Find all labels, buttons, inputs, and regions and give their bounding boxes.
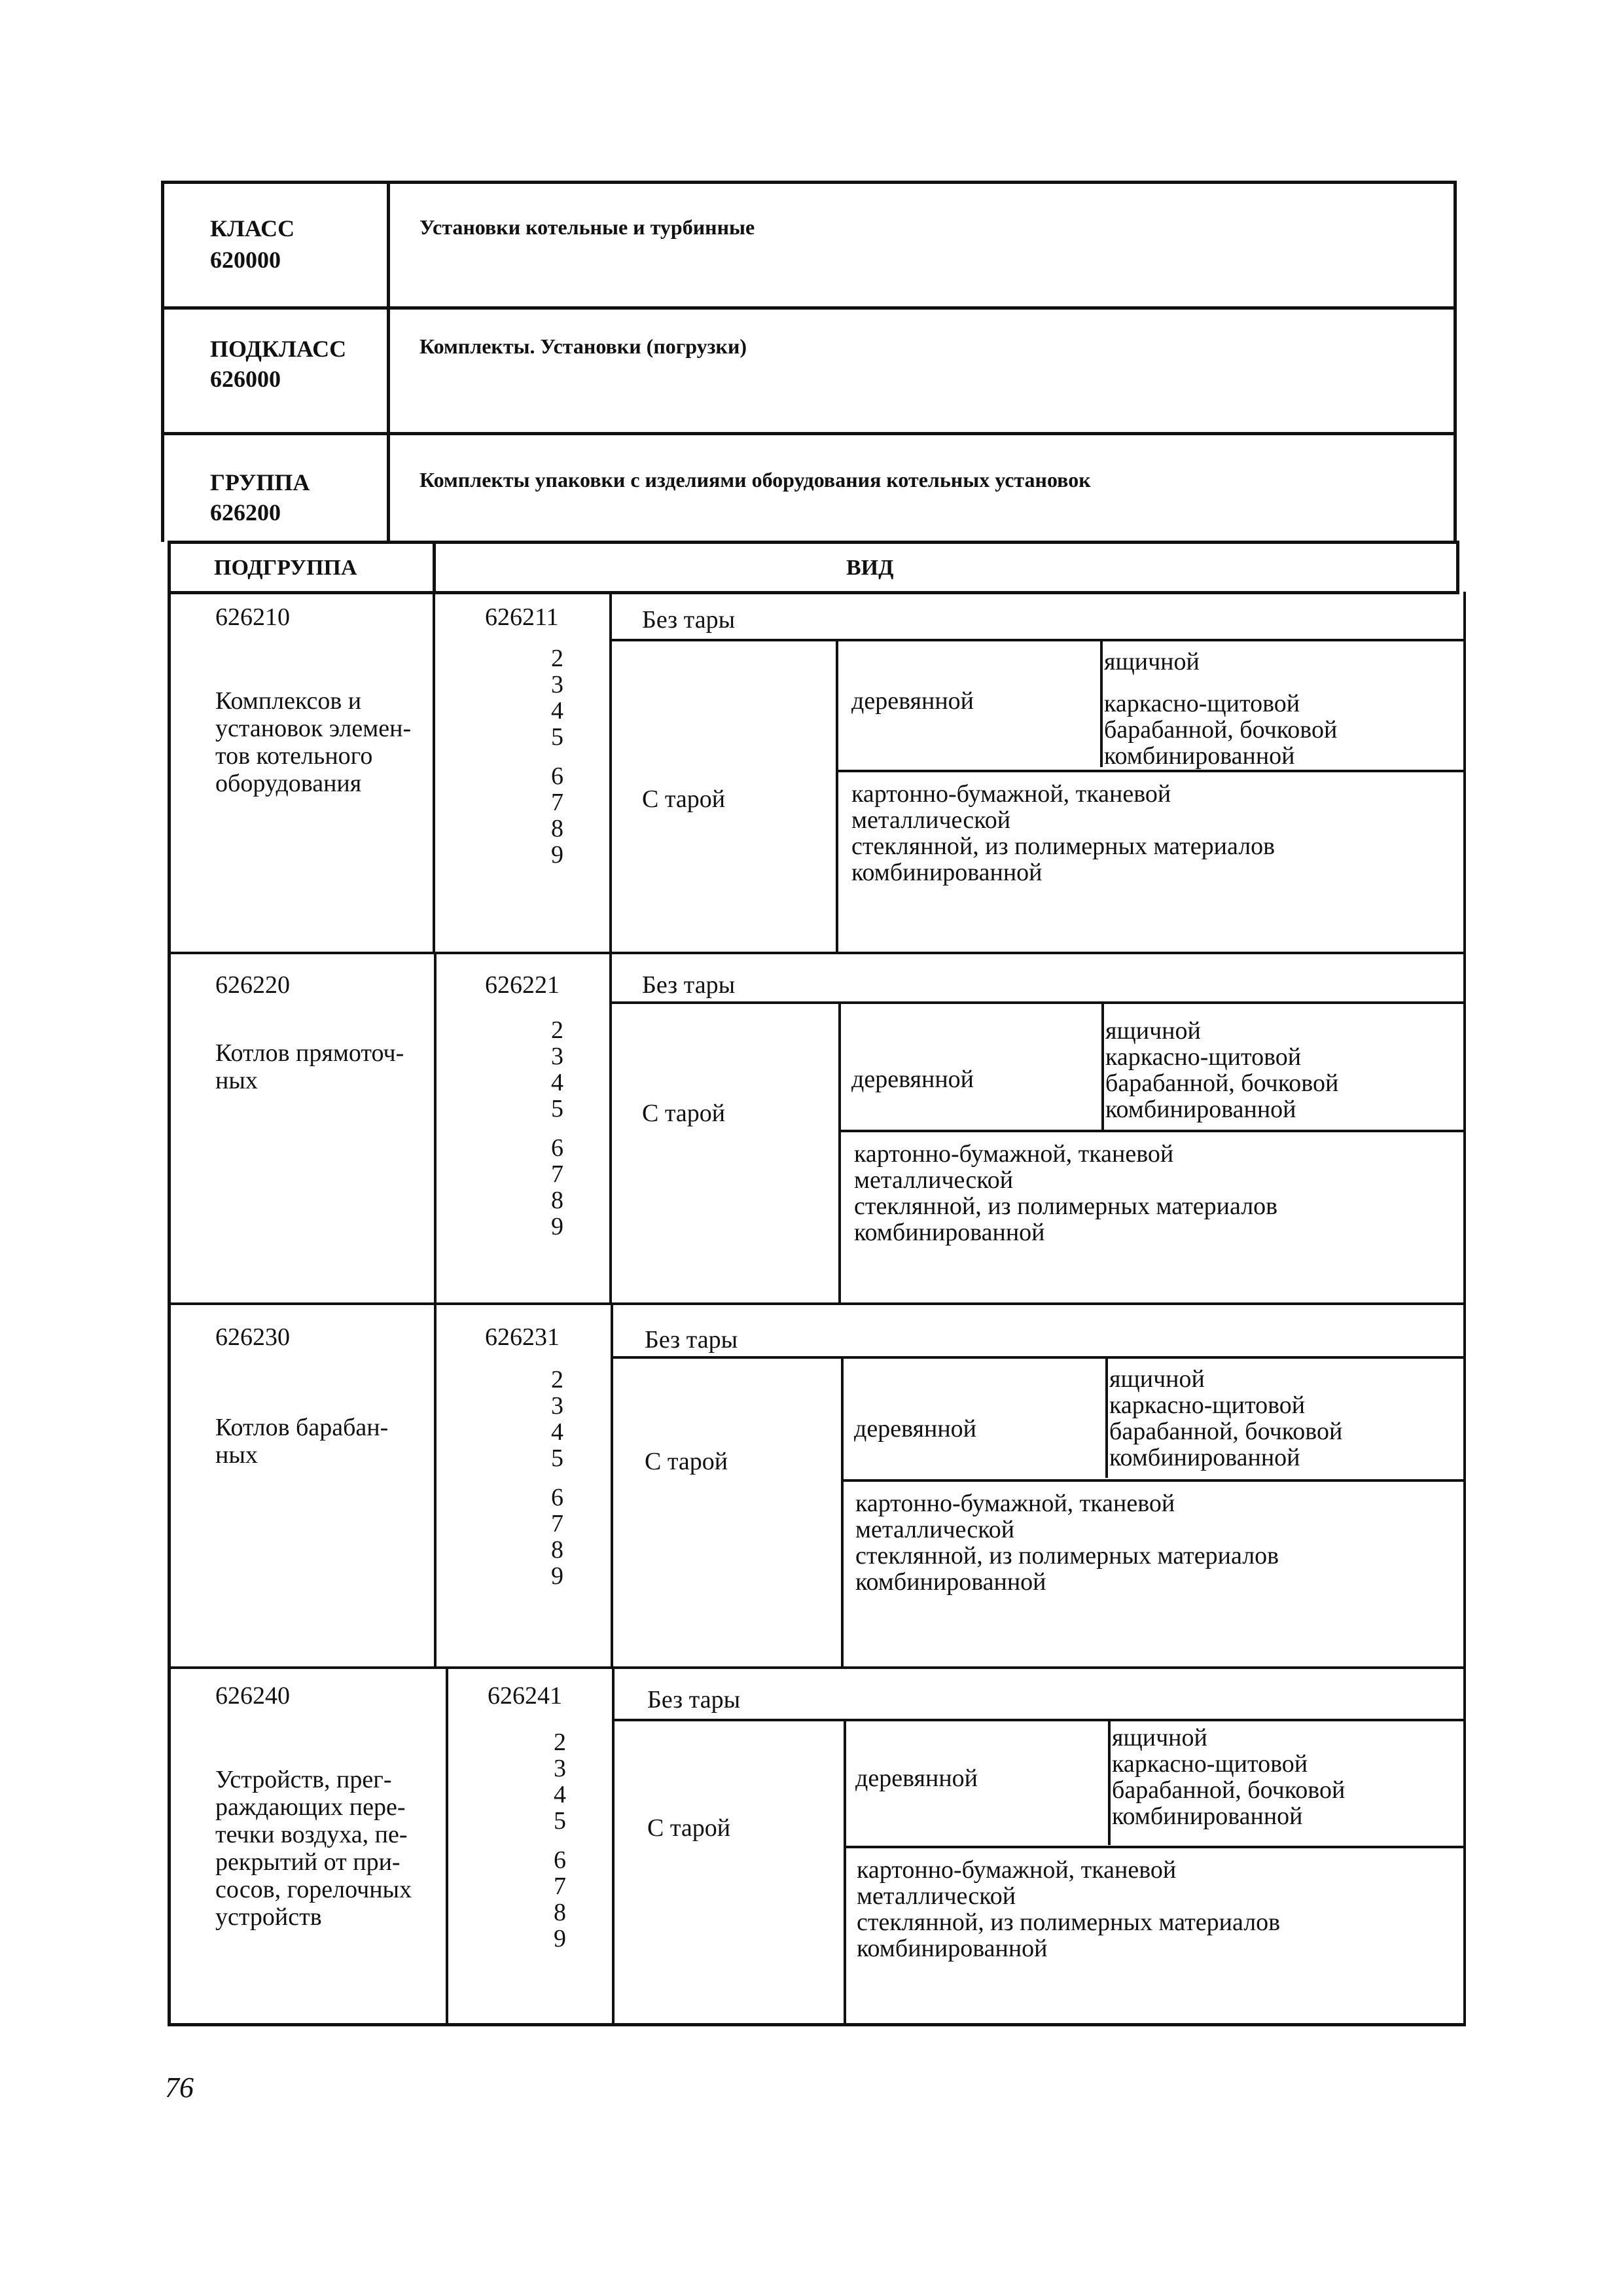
digit: 4 [551, 697, 563, 725]
row-line [844, 1846, 1463, 1848]
class-description: Установки котельные и турбинные [419, 215, 755, 239]
digit: 6 [551, 1134, 563, 1162]
with-tare-label: С тарой [647, 1814, 731, 1842]
other-type: стеклянной, из полимерных материалов [855, 1542, 1279, 1570]
other-type: металлической [851, 806, 1011, 834]
digit: 9 [551, 1562, 563, 1590]
digit: 2 [551, 1366, 563, 1393]
subgroup-name: Устройств, прег- раждающих пере- течки воздуха, пе- рекрытий от при- сосов, горелочных устройств [215, 1766, 412, 1931]
kind-digits [537, 645, 563, 868]
row-line [609, 1001, 1463, 1004]
row-line [838, 1130, 1463, 1132]
col-line [844, 1719, 846, 2023]
digit: 3 [551, 1043, 563, 1070]
subclass-description: Комплекты. Установки (погрузки) [419, 334, 747, 358]
digit: 6 [551, 1484, 563, 1511]
subclass-code: 626000 [210, 366, 281, 392]
col-line [1100, 639, 1103, 767]
digit: 2 [551, 645, 563, 672]
digit: 9 [554, 1925, 566, 1952]
wooden-type: каркасно-щитовой [1112, 1750, 1308, 1778]
subgroup-column-header: ПОДГРУППА [214, 556, 357, 580]
subgroup-name: Котлов барабан- ных [215, 1414, 389, 1469]
digit: 7 [551, 1510, 563, 1537]
subgroup-name: Комплексов и установок элемен- тов котельного оборудования [215, 687, 412, 797]
other-type: металлической [854, 1166, 1014, 1194]
wooden-type: барабанной, бочковой [1104, 716, 1338, 744]
kind-code: 626231 [485, 1323, 560, 1351]
col-line [434, 1305, 437, 1666]
row-line [612, 1719, 1463, 1721]
group-description: Комплекты упаковки с изделиями оборудования котельных установок [419, 468, 1091, 492]
with-tare-label: С тарой [642, 1100, 726, 1127]
subgroup-block [168, 954, 1466, 1305]
col-line [434, 954, 437, 1302]
other-type: картонно-бумажной, тканевой [851, 780, 1171, 808]
group-label: ГРУППА [210, 469, 310, 495]
no-tare-label: Без тары [647, 1686, 741, 1713]
col-line [446, 1669, 448, 2023]
col-line [433, 592, 435, 952]
digit: 6 [554, 1846, 566, 1874]
with-tare-label: С тарой [642, 785, 726, 813]
kind-code: 626221 [485, 971, 560, 999]
wooden-type: комбинированной [1105, 1096, 1296, 1123]
digit: 3 [554, 1755, 566, 1782]
other-type: комбинированной [857, 1935, 1048, 1962]
other-type: картонно-бумажной, тканевой [857, 1856, 1177, 1884]
row-line [611, 1356, 1463, 1359]
row-line [841, 1479, 1463, 1482]
col-line [1105, 1356, 1108, 1478]
kind-column-header: ВИД [846, 556, 894, 580]
other-type: металлической [855, 1516, 1015, 1543]
subclass-header [161, 306, 1457, 436]
wooden-label: деревянной [851, 687, 974, 715]
digit: 5 [554, 1807, 566, 1835]
digit: 9 [551, 841, 563, 869]
other-type: стеклянной, из полимерных материалов [854, 1193, 1278, 1220]
wooden-type: барабанной, бочковой [1112, 1776, 1346, 1804]
subgroup-block [168, 1305, 1466, 1669]
wooden-label: деревянной [854, 1415, 976, 1443]
class-code: 620000 [210, 247, 281, 273]
digit: 7 [554, 1873, 566, 1900]
wooden-label: деревянной [855, 1765, 978, 1792]
digit: 8 [551, 1187, 563, 1214]
row-line [836, 770, 1463, 772]
other-type: комбинированной [854, 1219, 1045, 1246]
other-type: стеклянной, из полимерных материалов [857, 1909, 1281, 1936]
wooden-type: ящичной [1105, 1017, 1201, 1045]
other-type: комбинированной [851, 859, 1043, 886]
subgroup-block [168, 1669, 1466, 2026]
digit: 5 [551, 1444, 563, 1472]
col-line [609, 954, 612, 1302]
wooden-type: барабанной, бочковой [1105, 1069, 1339, 1097]
row-line [609, 639, 1463, 641]
other-type: комбинированной [855, 1568, 1046, 1596]
wooden-type: каркасно-щитовой [1104, 690, 1300, 717]
digit: 4 [554, 1781, 566, 1808]
other-type: стеклянной, из полимерных материалов [851, 833, 1275, 860]
wooden-type: комбинированной [1109, 1444, 1300, 1471]
wooden-type: комбинированной [1104, 742, 1295, 770]
col-line [612, 1669, 615, 2023]
with-tare-label: С тарой [645, 1448, 728, 1475]
wooden-type: комбинированной [1112, 1803, 1303, 1830]
subgroup-code: 626230 [215, 1323, 290, 1351]
digit: 5 [551, 1095, 563, 1122]
column-header-row [168, 541, 1459, 594]
wooden-type: каркасно-щитовой [1105, 1043, 1302, 1071]
digit: 3 [551, 1392, 563, 1420]
digit: 8 [551, 1536, 563, 1564]
subgroup-code: 626240 [215, 1682, 290, 1710]
digit: 2 [551, 1016, 563, 1044]
wooden-type: каркасно-щитовой [1109, 1391, 1306, 1419]
kind-digits [540, 1729, 566, 1952]
col-line [836, 639, 838, 952]
wooden-type: ящичной [1104, 648, 1200, 675]
wooden-type: ящичной [1112, 1724, 1207, 1751]
digit: 7 [551, 1160, 563, 1188]
class-header [161, 181, 1457, 309]
digit: 8 [554, 1899, 566, 1926]
other-type: картонно-бумажной, тканевой [854, 1140, 1174, 1168]
col-line [841, 1356, 844, 1666]
subgroup-code: 626220 [215, 971, 290, 999]
kind-code: 626241 [488, 1682, 562, 1710]
subgroup-name: Котлов прямоточ- ных [215, 1039, 404, 1094]
subgroup-block [168, 592, 1466, 954]
digit: 7 [551, 789, 563, 816]
col-line [838, 1001, 841, 1302]
no-tare-label: Без тары [642, 971, 736, 999]
col-line [609, 592, 612, 952]
kind-code: 626211 [485, 603, 559, 631]
no-tare-label: Без тары [645, 1326, 738, 1354]
other-type: металлической [857, 1882, 1016, 1910]
subclass-label: ПОДКЛАСС [210, 336, 347, 362]
col-line [611, 1305, 613, 1666]
digit: 9 [551, 1213, 563, 1240]
page-number: 76 [165, 2072, 194, 2104]
digit: 5 [551, 723, 563, 751]
other-type: картонно-бумажной, тканевой [855, 1490, 1175, 1517]
digit: 8 [551, 815, 563, 842]
no-tare-label: Без тары [642, 606, 736, 634]
kind-digits [537, 1017, 563, 1240]
subgroup-code: 626210 [215, 603, 290, 631]
digit: 4 [551, 1418, 563, 1446]
group-header [161, 432, 1457, 542]
wooden-label: деревянной [851, 1066, 974, 1093]
column-divider [433, 544, 436, 591]
class-label: КЛАСС [210, 215, 295, 242]
kind-digits [537, 1367, 563, 1589]
group-code: 626200 [210, 499, 281, 526]
wooden-type: ящичной [1109, 1365, 1205, 1393]
col-line [1101, 1001, 1104, 1130]
digit: 4 [551, 1069, 563, 1096]
col-line [1108, 1719, 1111, 1845]
digit: 2 [554, 1729, 566, 1756]
wooden-type: барабанной, бочковой [1109, 1418, 1343, 1445]
digit: 6 [551, 762, 563, 790]
digit: 3 [551, 671, 563, 698]
